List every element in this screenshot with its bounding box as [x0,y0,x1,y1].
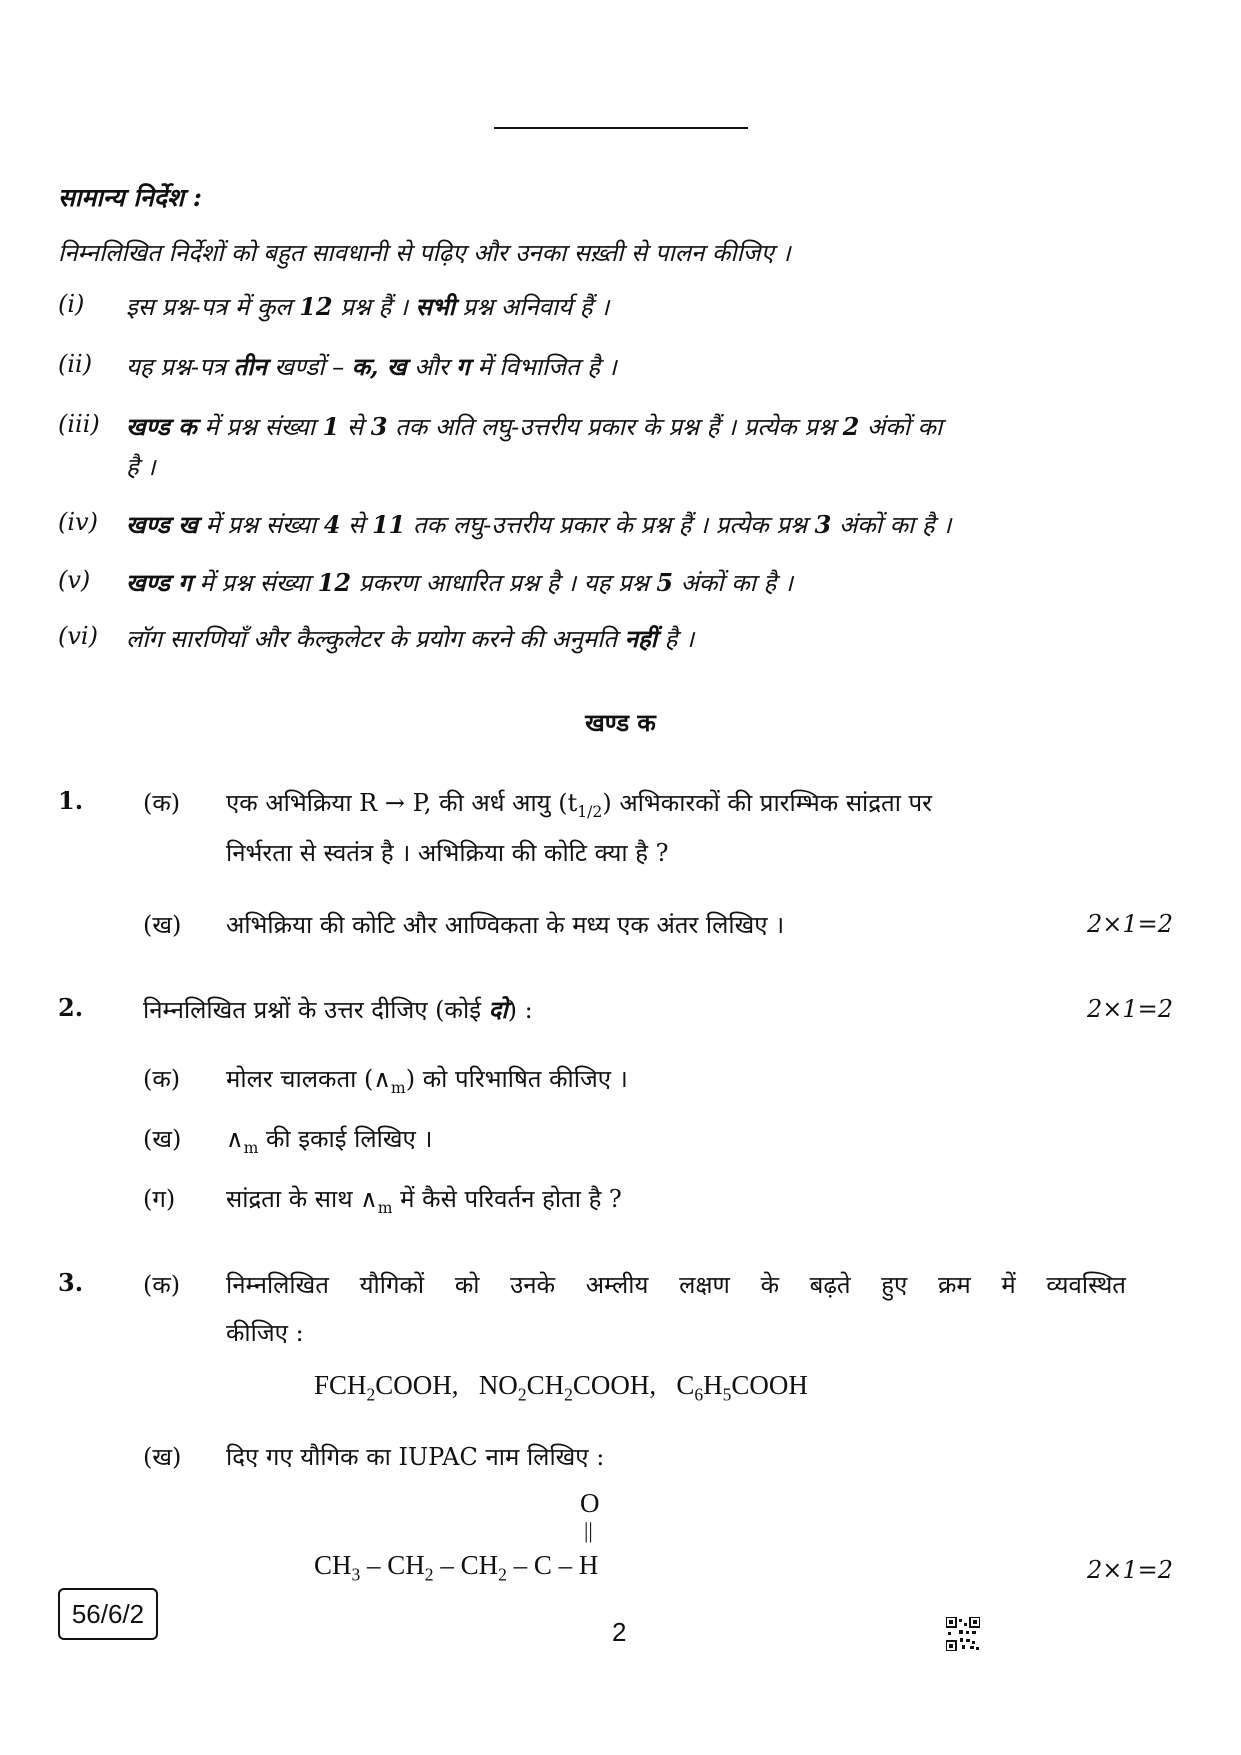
compound: $NO_2CH_2COOH$, [478,1370,657,1405]
subpart-label: (क) [143,1065,181,1093]
instruction-num: (iii) [58,410,100,438]
instruction-num: (vi) [58,622,98,650]
marks: 2×1=2 [1086,910,1173,938]
instruction-text-cont: है । [126,453,156,481]
question-text: सांद्रता के साथ $\wedge_m$ में कैसे परिवर्तन होता है ? [226,1185,622,1217]
compound: $C_6H_5COOH$ [676,1370,808,1405]
subpart-label: (ख) [143,1125,182,1153]
subpart-label: (ख) [143,1443,182,1471]
instruction-text: खण्ड ख में प्रश्न संख्या 4 से 11 तक लघु-उत्तरीय प्रकार के प्रश्न हैं । प्रत्येक प्रश्न 3 अंकों का है । [126,510,952,539]
question-number: 2. [58,993,84,1022]
question-number: 3. [58,1268,84,1297]
instruction-text: यह प्रश्न-पत्र तीन खण्डों – क, ख और ग में विभाजित है । [126,352,617,381]
question-text: मोलर चालकता $(\wedge_m)$ को परिभाषित कीजिए । [226,1065,628,1097]
question-text: निम्नलिखित प्रश्नों के उत्तर दीजिए (कोई दो) : [143,995,533,1024]
subpart-label: (क) [143,1271,181,1299]
question-text: दिए गए यौगिक का IUPAC नाम लिखिए : [226,1443,605,1471]
section-title: खण्ड क [585,708,656,737]
question-text: कीजिए : [226,1319,304,1347]
question-text: निर्भरता से स्वतंत्र है । अभिक्रिया की कोटि क्या है ? [226,839,669,867]
instruction-text: खण्ड ग में प्रश्न संख्या 12 प्रकरण आधारित प्रश्न है । यह प्रश्न 5 अंकों का है । [126,568,794,597]
marks: 2×1=2 [1086,995,1173,1023]
header-rule [494,127,748,129]
question-text: अभिक्रिया की कोटि और आण्विकता के मध्य एक अंतर लिखिए । [226,911,785,939]
subpart-label: (ख) [143,911,182,939]
page-number: 2 [612,1617,627,1647]
instructions-intro: निम्नलिखित निर्देशों को बहुत सावधानी से पढ़िए और उनका सख़्ती से पालन कीजिए । [58,239,791,267]
compounds-list [314,1370,808,1405]
question-text: निम्नलिखित यौगिकों को उनके अम्लीय लक्षण के बढ़ते हुए क्रम में व्यवस्थित [226,1271,1126,1299]
question-number: 1. [58,786,84,815]
instruction-num: (i) [58,290,85,318]
instruction-text: लॉग सारणियाँ और कैल्कुलेटर के प्रयोग करने की अनुमति नहीं है । [126,624,695,653]
structural-formula: $CH_3 - CH_2 - CH_2$ – C – H [314,1550,599,1585]
paper-code: 56/6/2 [58,1588,158,1640]
question-text: एक अभिक्रिया R → P, की अर्ध आयु $(t_{1/2})$ अभिकारकों की प्रारम्भिक सांद्रता पर [226,789,932,821]
instruction-text: खण्ड क में प्रश्न संख्या 1 से 3 तक अति लघु-उत्तरीय प्रकार के प्रश्न हैं । प्रत्येक प्रश्न 2 अंकों का [126,412,943,441]
compound: $FCH_2COOH$, [314,1370,459,1405]
instruction-num: (ii) [58,350,93,378]
double-bond: || [584,1518,593,1543]
marks: 2×1=2 [1086,1556,1173,1584]
instruction-text: इस प्रश्न-पत्र में कुल 12 प्रश्न हैं । सभी प्रश्न अनिवार्य हैं । [126,292,610,321]
subpart-label: (ग) [143,1185,176,1213]
carbonyl-oxygen: O [580,1488,600,1518]
subpart-label: (क) [143,789,181,817]
qr-code-icon [946,1617,980,1651]
instructions-title: सामान्य निर्देश : [58,183,202,212]
instruction-num: (v) [58,566,91,594]
question-text: $\wedge_m$ की इकाई लिखिए । [226,1125,433,1157]
instruction-num: (iv) [58,508,98,536]
